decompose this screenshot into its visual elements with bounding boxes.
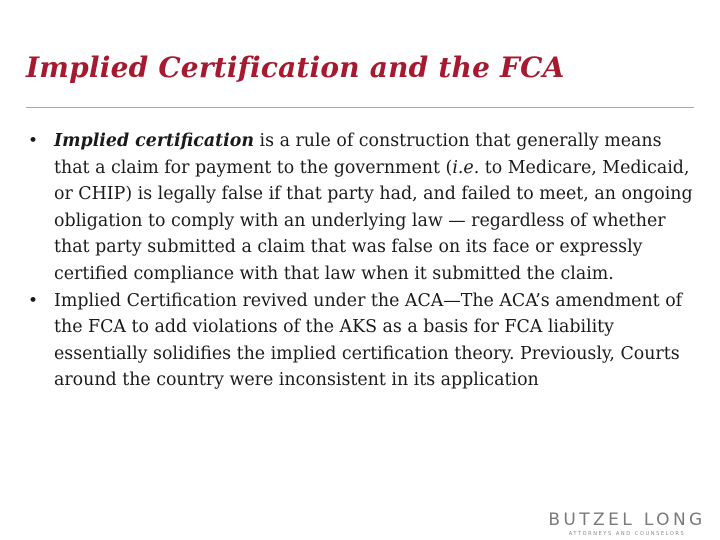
ie-abbreviation: i.e.: [452, 157, 480, 178]
butzel-long-logo: [542, 510, 712, 538]
bullet-item-implied-certification: [26, 128, 700, 288]
defined-term: Implied certification: [54, 131, 255, 151]
bullet-text: is a rule of construction that generally means that a claim for payment to the government (: [54, 131, 662, 178]
bullet-dot-icon: •: [28, 131, 39, 151]
bullet-list: [26, 128, 700, 394]
bullet-dot-icon: •: [28, 290, 39, 311]
logo-wordmark: BUTZEL LONG: [548, 510, 706, 530]
bullet-text: Implied Certification revived under the ACA—The ACA’s amendment of the FCA to add violations of the AKS as a basis for FCA liability essentially solidifies the implied certification theory. Previously, Courts around the country were inconsistent in its application: [54, 290, 683, 391]
bullet-item-aca-revival: [26, 288, 700, 394]
logo-tagline: ATTORNEYS AND COUNSELORS: [568, 531, 686, 537]
slide-title: Implied Certification and the FCA: [26, 51, 565, 84]
title-divider: [26, 107, 694, 108]
bullet-text-continued: to Medicare, Medicaid, or CHIP) is legally false if that party had, and failed to meet, an ongoing obligation to comply with an underlying law — regardless of whether that party submitted a claim that was false on its face or expressly certified compliance with that law when it submitted the claim.: [54, 157, 693, 284]
